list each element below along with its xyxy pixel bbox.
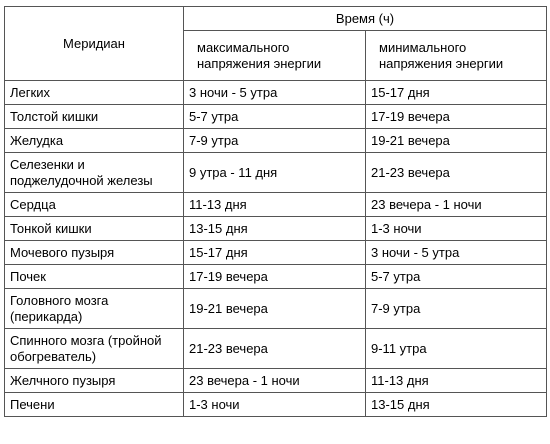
table-row — [5, 105, 547, 129]
table-row — [5, 289, 547, 329]
meridian-cell: Желудка — [5, 129, 184, 153]
table-row — [5, 265, 547, 289]
table-row — [5, 193, 547, 217]
max-energy-header: максимального напряжения энергии — [184, 31, 366, 81]
meridian-cell: Мочевого пузыря — [5, 241, 184, 265]
min-time-cell: 5-7 утра — [366, 265, 547, 289]
table-row — [5, 81, 547, 105]
max-time-cell: 19-21 вечера — [184, 289, 366, 329]
max-time-cell: 1-3 ночи — [184, 393, 366, 417]
max-time-cell: 9 утра - 11 дня — [184, 153, 366, 193]
min-time-cell: 7-9 утра — [366, 289, 547, 329]
max-time-cell: 11-13 дня — [184, 193, 366, 217]
min-time-cell: 11-13 дня — [366, 369, 547, 393]
table-row — [5, 369, 547, 393]
table-row — [5, 217, 547, 241]
meridian-cell: Желчного пузыря — [5, 369, 184, 393]
table-row — [5, 329, 547, 369]
header-row-1 — [5, 7, 547, 31]
table-row — [5, 153, 547, 193]
table-row — [5, 393, 547, 417]
max-time-cell: 15-17 дня — [184, 241, 366, 265]
min-time-cell: 13-15 дня — [366, 393, 547, 417]
meridian-cell: Тонкой кишки — [5, 217, 184, 241]
meridian-cell: Спинного мозга (тройной обогреватель) — [5, 329, 184, 369]
meridian-time-table — [4, 6, 547, 417]
min-energy-header: минимального напряжения энергии — [366, 31, 547, 81]
min-time-cell: 1-3 ночи — [366, 217, 547, 241]
max-time-cell: 17-19 вечера — [184, 265, 366, 289]
max-time-cell: 5-7 утра — [184, 105, 366, 129]
min-time-cell: 15-17 дня — [366, 81, 547, 105]
meridian-cell: Селезенки и поджелудочной железы — [5, 153, 184, 193]
max-time-cell: 7-9 утра — [184, 129, 366, 153]
max-time-cell: 3 ночи - 5 утра — [184, 81, 366, 105]
table-row — [5, 129, 547, 153]
max-time-cell: 21-23 вечера — [184, 329, 366, 369]
min-time-cell: 23 вечера - 1 ночи — [366, 193, 547, 217]
table-row — [5, 241, 547, 265]
meridian-cell: Головного мозга (перикарда) — [5, 289, 184, 329]
meridian-cell: Сердца — [5, 193, 184, 217]
min-time-cell: 9-11 утра — [366, 329, 547, 369]
meridian-cell: Толстой кишки — [5, 105, 184, 129]
meridian-column-header: Меридиан — [5, 7, 184, 81]
meridian-cell: Почек — [5, 265, 184, 289]
meridian-cell: Печени — [5, 393, 184, 417]
meridian-cell: Легких — [5, 81, 184, 105]
max-time-cell: 13-15 дня — [184, 217, 366, 241]
min-time-cell: 19-21 вечера — [366, 129, 547, 153]
time-column-header: Время (ч) — [184, 7, 547, 31]
min-time-cell: 17-19 вечера — [366, 105, 547, 129]
max-time-cell: 23 вечера - 1 ночи — [184, 369, 366, 393]
min-time-cell: 3 ночи - 5 утра — [366, 241, 547, 265]
min-time-cell: 21-23 вечера — [366, 153, 547, 193]
